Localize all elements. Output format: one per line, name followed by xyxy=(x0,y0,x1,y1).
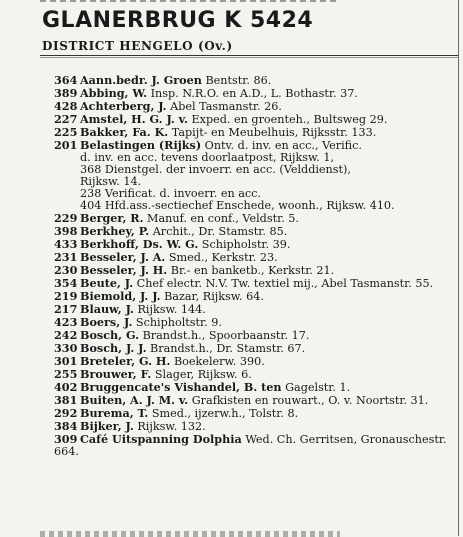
entry-details: Rijksw. 14. xyxy=(80,175,142,188)
phone-number: 423 xyxy=(54,315,78,329)
entry-details: Slager, Rijksw. 6. xyxy=(151,368,252,381)
phone-number: 398 xyxy=(54,224,78,238)
subscriber-name: Boers, J. xyxy=(80,315,133,329)
entry-details: 238 Verificat. d. invoerr. en acc. xyxy=(80,187,261,200)
entry-details: Smed., Kerkstr. 23. xyxy=(165,251,278,264)
phone-number: 230 xyxy=(54,263,78,277)
entry-details: Rijksw. 144. xyxy=(133,303,206,316)
entry-details: d. inv. en acc. tevens doorlaatpost, Rijksw. 1, xyxy=(80,151,335,164)
phone-number: 309 xyxy=(54,432,78,446)
page-edge-line xyxy=(458,0,459,536)
phone-number: 301 xyxy=(54,354,78,368)
subscriber-name: Blauw, J. xyxy=(80,302,134,316)
subscriber-name: Amstel, H. G. J. v. xyxy=(80,112,188,126)
bottom-cut-edge xyxy=(40,531,340,537)
entry-details: Manuf. en conf., Veldstr. 5. xyxy=(143,212,299,225)
entry-details: Smed., ijzerw.h., Tolstr. 8. xyxy=(148,407,299,420)
subscriber-name: Belastingen (Rijks) xyxy=(80,138,202,152)
subscriber-name: Berkhey, P. xyxy=(80,224,150,238)
entry-details: Rijksw. 132. xyxy=(133,420,206,433)
subscriber-name: Bosch, G. xyxy=(80,328,140,342)
subscriber-name: Bosch, J. J. xyxy=(80,341,147,355)
phone-number: 330 xyxy=(54,341,78,355)
phone-number: 433 xyxy=(54,237,78,251)
directory-entry xyxy=(54,433,454,458)
phone-number: 364 xyxy=(54,73,78,87)
entry-details: Brandst.h., Spoorbaanstr. 17. xyxy=(139,329,310,342)
subscriber-name: Breteler, G. H. xyxy=(80,354,171,368)
entry-details: Schipholstr. 39. xyxy=(198,238,291,251)
top-cut-edge xyxy=(40,0,340,2)
header-rule xyxy=(40,55,458,56)
district-subtitle: DISTRICT HENGELO (Ov.) xyxy=(42,39,233,53)
subscriber-name: Besseler, J. A. xyxy=(80,250,166,264)
phone-number: 389 xyxy=(54,86,78,100)
entry-details: 368 Dienstgel. der invoerr. en acc. (Velddienst), xyxy=(80,163,351,176)
subscriber-name: Berkhoff, Ds. W. G. xyxy=(80,237,199,251)
entry-details: Insp. N.R.O. en A.D., L. Bothastr. 37. xyxy=(147,87,358,100)
subscriber-name: Buiten, A. J. M. v. xyxy=(80,393,189,407)
entry-details: 404 Hfd.ass.-sectiechef Enschede, woonh., Rijksw. 410. xyxy=(80,199,395,212)
phone-number: 225 xyxy=(54,125,78,139)
entry-details: Schipholtstr. 9. xyxy=(132,316,222,329)
phone-number: 217 xyxy=(54,302,78,316)
subscriber-name: Café Uitspanning Dolphia xyxy=(80,432,242,446)
phone-number: 255 xyxy=(54,367,78,381)
page-title: GLANERBRUG K 5424 xyxy=(42,8,314,33)
entry-details: Abel Tasmanstr. 26. xyxy=(166,100,282,113)
entry-details: Br.- en banketb., Kerkstr. 21. xyxy=(167,264,335,277)
entry-details: Exped. en groenteh., Bultsweg 29. xyxy=(187,113,388,126)
phone-number: 242 xyxy=(54,328,78,342)
subscriber-name: Abbing, W. xyxy=(80,86,148,100)
phone-number: 227 xyxy=(54,112,78,126)
phone-number: 402 xyxy=(54,380,78,394)
subscriber-name: Brouwer, F. xyxy=(80,367,152,381)
phone-number: 201 xyxy=(54,138,78,152)
subscriber-name: Berger, R. xyxy=(80,211,144,225)
subscriber-name: Biemold, J. J. xyxy=(80,289,161,303)
entry-details: Brandst.h., Dr. Stamstr. 67. xyxy=(146,342,306,355)
phone-number: 219 xyxy=(54,289,78,303)
phone-number: 231 xyxy=(54,250,78,264)
subscriber-name: Beute, J. xyxy=(80,276,134,290)
header-rule-secondary xyxy=(40,57,458,58)
subscriber-name: Bruggencate's Vishandel, B. ten xyxy=(80,380,282,394)
subscriber-name: Bijker, J. xyxy=(80,419,134,433)
subscriber-name: Achterberg, J. xyxy=(80,99,167,113)
entry-list xyxy=(54,74,454,458)
entry-details: Gagelstr. 1. xyxy=(281,381,351,394)
entry-details: Chef electr. N.V. Tw. textiel mij., Abel Tasmanstr. 55. xyxy=(133,277,434,290)
entry-details: Bazar, Rijksw. 64. xyxy=(160,290,264,303)
subscriber-name: Burema, T. xyxy=(80,406,149,420)
entry-details: Archit., Dr. Stamstr. 85. xyxy=(149,225,288,238)
subscriber-name: Bakker, Fa. K. xyxy=(80,125,169,139)
subscriber-name: Besseler, J. H. xyxy=(80,263,168,277)
phone-number: 384 xyxy=(54,419,78,433)
phone-number: 229 xyxy=(54,211,78,225)
entry-details: Wed. Ch. Gerritsen, Gronauschestr. 664. xyxy=(54,433,447,458)
entry-details: Boekelerw. 390. xyxy=(170,355,265,368)
subscriber-name: Aann.bedr. J. Groen xyxy=(80,73,202,87)
entry-details: Tapijt- en Meubelhuis, Rijksstr. 133. xyxy=(168,126,377,139)
entry-details: Grafkisten en rouwart., O. v. Noortstr. 31. xyxy=(188,394,429,407)
entry-details: Bentstr. 86. xyxy=(201,74,272,87)
phone-number: 292 xyxy=(54,406,78,420)
phone-number: 381 xyxy=(54,393,78,407)
phone-number: 354 xyxy=(54,276,78,290)
phone-number: 428 xyxy=(54,99,78,113)
entry-details: Ontv. d. inv. en acc., Verific. xyxy=(201,139,362,152)
